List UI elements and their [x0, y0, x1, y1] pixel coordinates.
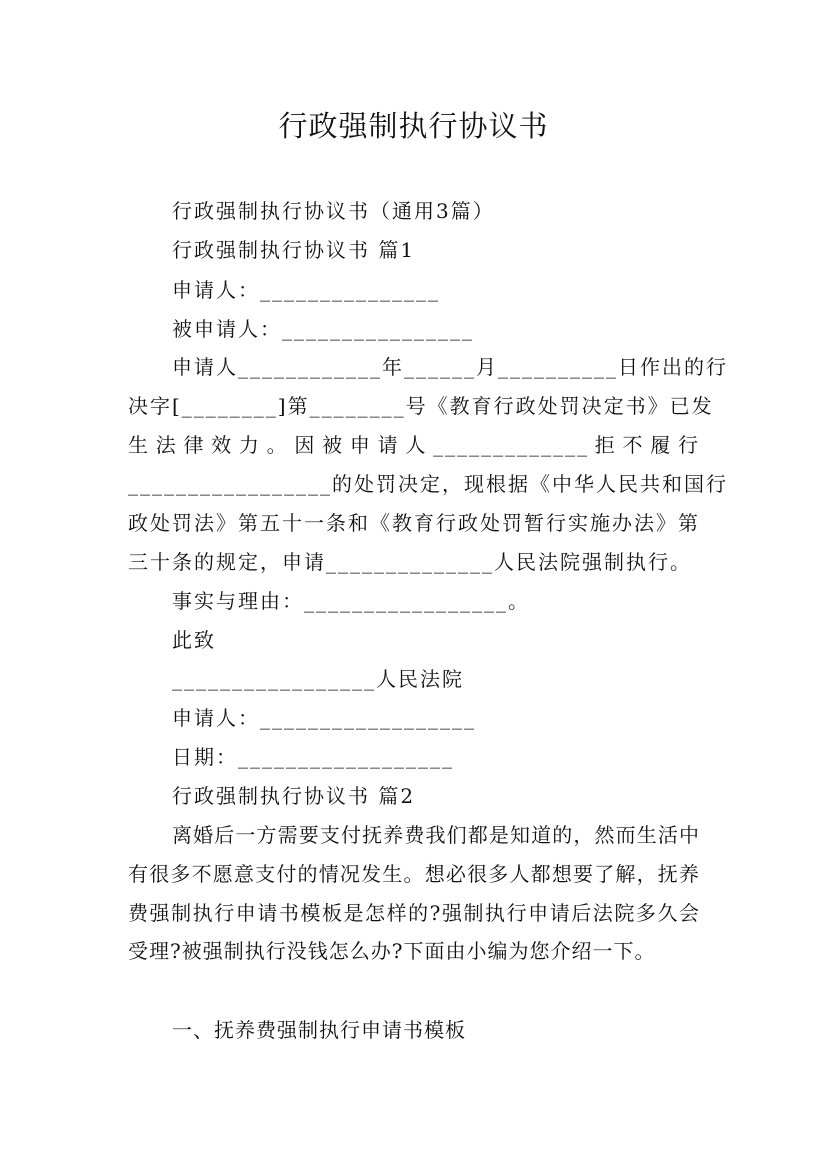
section-heading-2: 行政强制执行协议书 篇2	[172, 784, 416, 808]
facts-reasons-line: 事实与理由：_________________。	[172, 589, 530, 613]
section-heading-1: 行政强制执行协议书 篇1	[172, 238, 416, 262]
body-line: 政处罚法》第五十一条和《教育行政处罚暂行实施办法》第	[128, 511, 700, 535]
body-line: 决字[________]第________号《教育行政处罚决定书》已发	[128, 394, 714, 418]
body-line: 生法律效力。因被申请人_____________拒不履行	[128, 433, 700, 457]
salutation: 此致	[172, 628, 216, 652]
applicant-line: 申请人：_______________	[172, 278, 440, 302]
body-line: 申请人____________年______月__________日作出的行	[172, 355, 728, 379]
body-paragraph: 离婚后一方需要支付抚养费我们都是知道的，然而生活中有很多不愿意支付的情况发生。想必很多人都想要了解，抚养费强制执行申请书模板是怎样的?强制执行申请后法院多久会受理?被强制执行没钱怎么办?下面由小编为您介绍一下。	[128, 823, 700, 964]
body-line: 三十条的规定，申请______________人民法院强制执行。	[128, 550, 692, 574]
subheading: 一、抚养费强制执行申请书模板	[172, 1018, 466, 1042]
date-line: 日期：__________________	[172, 745, 454, 769]
signature-applicant-line: 申请人：__________________	[172, 706, 476, 730]
doc-subtitle: 行政强制执行协议书（通用3篇）	[172, 199, 495, 223]
court-line: _________________人民法院	[172, 667, 464, 691]
document-title: 行政强制执行协议书	[278, 109, 549, 143]
body-line: _________________的处罚决定，现根据《中华人民共和国行	[128, 472, 728, 496]
respondent-line: 被申请人：________________	[172, 317, 474, 341]
